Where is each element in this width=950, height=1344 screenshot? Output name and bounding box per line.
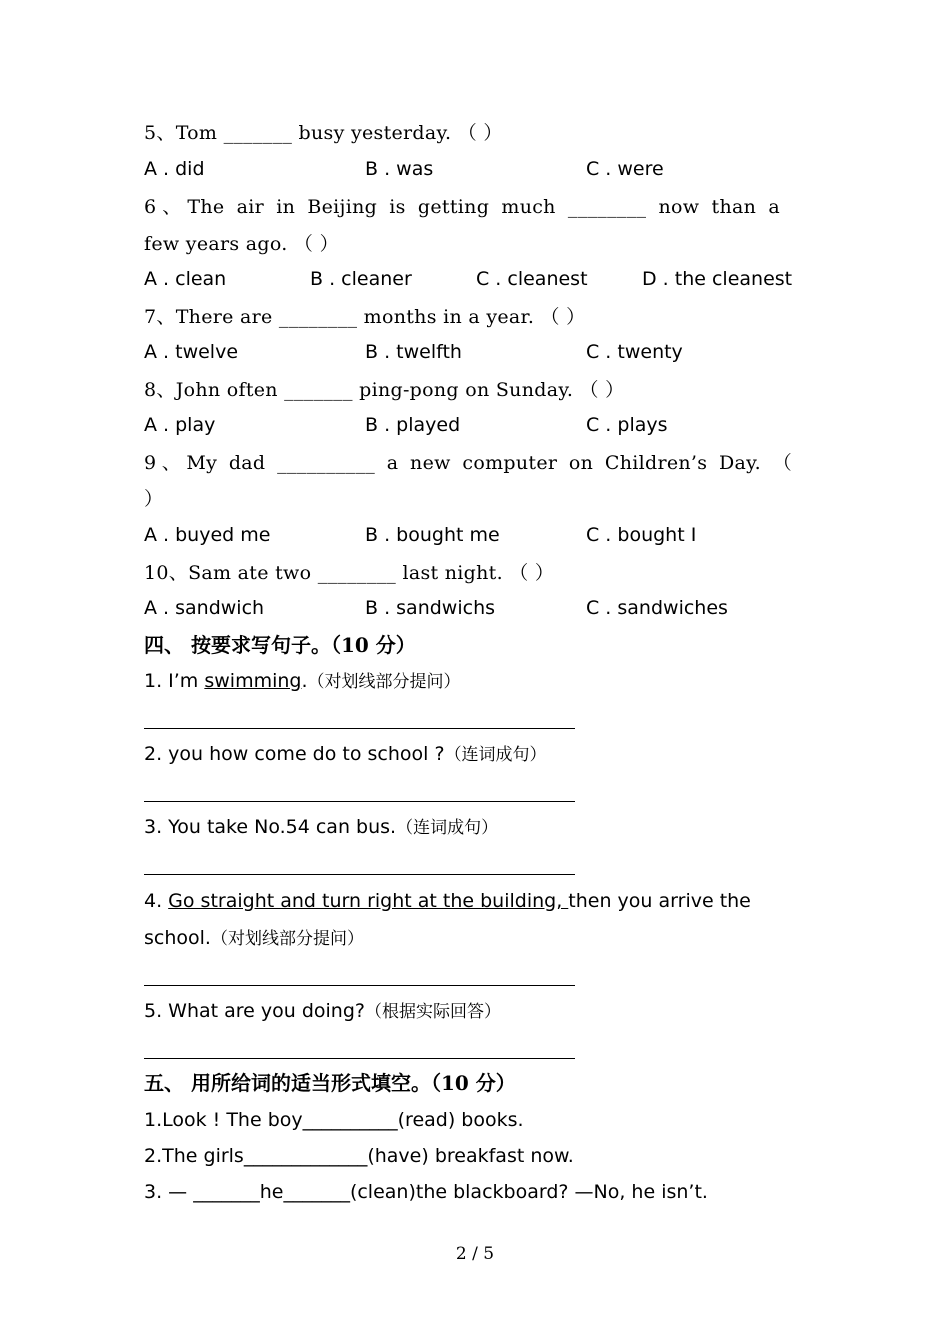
question-9-line1: 9、My dad __________ a new computer on Children’s Day. （	[144, 452, 792, 474]
question-5: 5、Tom _______ busy yesterday. （ ）	[144, 122, 503, 144]
q10-option-c: C . sandwiches	[586, 597, 728, 619]
s5-item-2: 2.The girls_____________(have) breakfast now.	[144, 1145, 574, 1167]
q7-option-b: B . twelfth	[365, 341, 462, 363]
s4-item-1-pre: 1. I’m	[144, 670, 205, 692]
q10-option-b: B . sandwichs	[365, 597, 496, 619]
s4-item-1-underlined: swimming	[204, 670, 302, 692]
q9-option-b: B . bought me	[365, 524, 500, 546]
page-number: 2 / 5	[455, 1244, 495, 1264]
q6-option-c: C . cleanest	[476, 268, 588, 290]
s4-item-5-hint: （根据实际回答）	[365, 1002, 501, 1022]
question-9-line2: ）	[144, 488, 164, 510]
answer-line-2	[144, 801, 575, 802]
answer-line-4	[144, 985, 575, 986]
s4-item-1	[144, 669, 461, 694]
s4-item-4-hint: （对划线部分提问）	[210, 929, 364, 949]
s4-item-4-line2	[144, 926, 364, 951]
s4-item-1-post: .	[301, 670, 308, 692]
s4-item-4-post: then you arrive the	[568, 890, 751, 912]
s5-item-1: 1.Look ! The boy__________(read) books.	[144, 1109, 524, 1131]
q9-option-c: C . bought I	[586, 524, 697, 546]
q8-option-a: A . play	[144, 414, 216, 436]
answer-line-1	[144, 728, 575, 729]
q6-option-d: D . the cleanest	[642, 268, 793, 290]
answer-line-3	[144, 874, 575, 875]
s5-item-3: 3. — _______he_______(clean)the blackboard? —No, he isn’t.	[144, 1181, 708, 1203]
q5-option-a: A . did	[144, 158, 205, 180]
q5-option-b: B . was	[365, 158, 434, 180]
q9-option-a: A . buyed me	[144, 524, 271, 546]
q10-option-a: A . sandwich	[144, 597, 265, 619]
s4-item-3-hint: （连词成句）	[396, 818, 499, 838]
question-7: 7、There are ________ months in a year. （ ）	[144, 306, 586, 328]
q6-option-a: A . clean	[144, 268, 227, 290]
s4-item-4-underlined: Go straight and turn right at the building,	[168, 890, 569, 912]
s4-item-2-hint: （连词成句）	[444, 745, 547, 765]
s4-item-2-text: 2. you how come do to school ?	[144, 743, 445, 765]
s4-item-3-text: 3. You take No.54 can bus.	[144, 816, 397, 838]
section-4-heading: 四、 按要求写句子。（10 分）	[144, 633, 416, 657]
s4-item-5-text: 5. What are you doing?	[144, 1000, 365, 1022]
section-5-heading: 五、 用所给词的适当形式填空。（10 分）	[144, 1071, 516, 1095]
question-10: 10、Sam ate two ________ last night. （ ）	[144, 562, 555, 584]
s4-item-3	[144, 815, 498, 840]
s4-item-2	[144, 742, 547, 767]
q8-option-c: C . plays	[586, 414, 668, 436]
question-8: 8、John often _______ ping-pong on Sunday. （ ）	[144, 379, 625, 401]
question-6-line2: few years ago. （ ）	[144, 233, 339, 255]
s4-item-4-pre: 4.	[144, 890, 169, 912]
question-6-line1: 6、The air in Beijing is getting much ________ now than a	[144, 196, 780, 218]
answer-line-5	[144, 1058, 575, 1059]
q7-option-a: A . twelve	[144, 341, 239, 363]
s4-item-5	[144, 999, 501, 1024]
q8-option-b: B . played	[365, 414, 461, 436]
s4-item-4	[144, 889, 751, 913]
q6-option-b: B . cleaner	[310, 268, 412, 290]
s4-item-1-hint: （对划线部分提问）	[307, 672, 461, 692]
s4-item-4-line2-text: school.	[144, 927, 211, 949]
q7-option-c: C . twenty	[586, 341, 683, 363]
q5-option-c: C . were	[586, 158, 664, 180]
